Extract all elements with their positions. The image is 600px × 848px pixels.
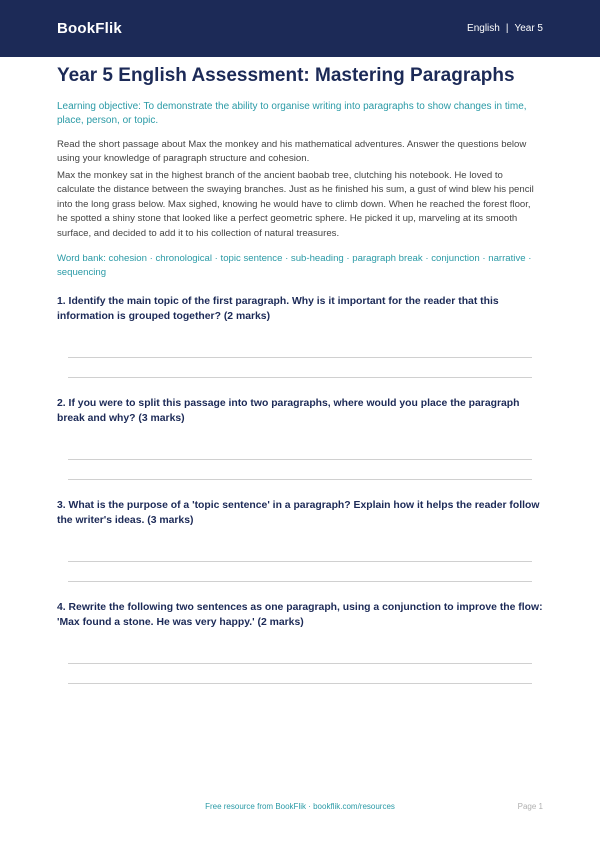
header-bar bbox=[0, 0, 600, 57]
footer-resource-link[interactable]: Free resource from BookFlik · bookflik.com/resources bbox=[205, 802, 395, 811]
instructions-text: Read the short passage about Max the monkey and his mathematical adventures. Answer the questions below using your knowledge of paragraph structure and cohesion. bbox=[57, 139, 527, 165]
brand-logo[interactable]: BookFlik bbox=[57, 20, 122, 37]
word-bank: Word bank: cohesion · chronological · topic sentence · sub-heading · paragraph break · conjunction · narrative · sequencing bbox=[57, 253, 532, 278]
header-separator: | bbox=[505, 23, 509, 34]
footer bbox=[0, 802, 600, 814]
answer-line[interactable] bbox=[68, 377, 532, 378]
page-number: Page 1 bbox=[517, 802, 543, 811]
answer-line[interactable] bbox=[68, 683, 532, 684]
answer-line[interactable] bbox=[68, 663, 532, 664]
answer-line[interactable] bbox=[68, 581, 532, 582]
question-3: 3. What is the purpose of a 'topic sentence' in a paragraph? Explain how it helps the reader follow the writer's ideas. (3 marks) bbox=[57, 500, 540, 526]
subject-label: English bbox=[467, 23, 500, 34]
question-4: 4. Rewrite the following two sentences as one paragraph, using a conjunction to improve the flow: 'Max found a stone. He was very happy.' (2 marks) bbox=[57, 602, 543, 628]
answer-line[interactable] bbox=[68, 479, 532, 480]
subject-year-label bbox=[467, 23, 543, 34]
answer-line[interactable] bbox=[68, 357, 532, 358]
year-label: Year 5 bbox=[514, 23, 543, 34]
passage-text: Max the monkey sat in the highest branch of the ancient baobab tree, clutching his notebook. He loved to calculate the distance between the swaying branches. Just as he finished his sum, a gust of wind blew his pencil into the long grass below. Max sighed, knowing he would have to climb down. When he reached the forest floor, he spotted a shiny stone that looked like a perfect geometric sphere. He picked it up, marveling at its smooth surface, and decided to add it to his collection of natural treasures. bbox=[57, 170, 534, 239]
learning-objective: Learning objective: To demonstrate the ability to organise writing into paragraphs to show changes in time, place, person, or topic. bbox=[57, 101, 527, 126]
answer-line[interactable] bbox=[68, 459, 532, 460]
question-2: 2. If you were to split this passage into two paragraphs, where would you place the paragraph break and why? (3 marks) bbox=[57, 398, 520, 424]
question-1: 1. Identify the main topic of the first paragraph. Why is it important for the reader that this information is grouped together? (2 marks) bbox=[57, 296, 499, 322]
answer-line[interactable] bbox=[68, 561, 532, 562]
page-title: Year 5 English Assessment: Mastering Paragraphs bbox=[57, 65, 515, 86]
